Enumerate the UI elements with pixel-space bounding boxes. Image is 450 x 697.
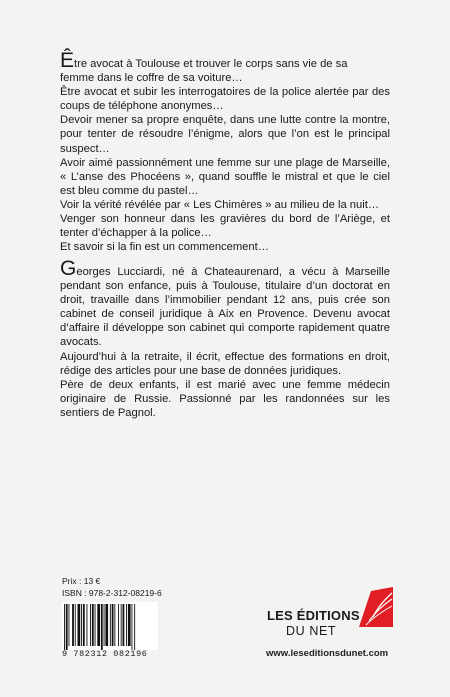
- publisher-name-line-2: DU NET: [286, 624, 337, 638]
- bio-paragraph-2: Aujourd’hui à la retraite, il écrit, effectue des formations en droit, rédige des articles pour une base de données juridiques.: [60, 350, 390, 377]
- synopsis-line-2: femme dans le coffre de sa voiture…: [60, 72, 243, 85]
- publisher-url: www.leseditionsdunet.com: [266, 648, 389, 659]
- barcode-bar: [83, 604, 85, 646]
- barcode-bar: [64, 604, 65, 650]
- bio-line-1: eorges Lucciardi, né à Chateaurenard, a vécu à Marseille: [76, 266, 390, 278]
- barcode-bar: [123, 604, 125, 646]
- publisher-name-line-1: LES ÉDITIONS: [267, 608, 360, 623]
- author-bio: [60, 257, 390, 420]
- barcode-bar: [114, 604, 115, 646]
- barcode-bar: [81, 604, 82, 646]
- barcode-bar: [92, 604, 94, 646]
- bio-paragraph-1: [60, 257, 390, 350]
- barcode-bar: [101, 604, 103, 650]
- barcode-bar: [72, 604, 74, 646]
- publisher-logo-icon: [359, 587, 395, 627]
- barcode-bar: [132, 604, 133, 650]
- barcode-bar: [112, 604, 114, 646]
- synopsis-paragraph-3: Devoir mener sa propre enquête, dans une lutte contre la montre, pour tenter de résoudre l’énigme, alors que l’on est le principal suspect…: [60, 114, 390, 155]
- bio-dropcap: G: [60, 257, 77, 280]
- synopsis-paragraph-4: Avoir aimé passionnément une femme sur une plage de Marseille, « L’anse des Phocéens », quand souffle le mistral et que le ciel est bleu comme du pastel…: [60, 156, 390, 197]
- barcode-bar: [126, 604, 127, 646]
- price-label: Prix : 13 €: [62, 576, 101, 586]
- barcode-bar: [69, 604, 70, 646]
- bio-paragraph-1-rest: pendant son enfance, puis à Toulouse, titulaire d’un doctorat en droit, travaille dans l’immobilier pendant 12 ans, puis crée son cabinet de conseil juridique à Aix en Provence. Devenu avocat d’affaire il développe son cabinet qui comporte rapidement quatre avocats.: [60, 280, 390, 349]
- synopsis-paragraph-1: [60, 49, 390, 85]
- synopsis-paragraph-7: Et savoir si la fin est un commencement…: [60, 241, 269, 254]
- bio-paragraph-3: Père de deux enfants, il est marié avec une femme médecin originaire de Russie. Passionné par les randonnées sur les sentiers de Pagnol.: [60, 378, 390, 419]
- barcode-bar: [78, 604, 81, 646]
- synopsis-line-1: tre avocat à Toulouse et trouver le corps sans vie de sa: [74, 58, 348, 70]
- barcode-bar: [104, 604, 105, 646]
- barcode-bar: [105, 604, 108, 646]
- barcode-bar: [90, 604, 91, 646]
- synopsis-paragraph-6: Venger son honneur dans les gravières du bord de l’Ariège, et tenter d’échapper à la police…: [60, 213, 390, 240]
- synopsis-dropcap: Ê: [60, 49, 75, 72]
- barcode-image: [62, 602, 158, 650]
- barcode-number: 9 782312 082196: [62, 649, 148, 659]
- barcode-bar: [128, 604, 131, 646]
- synopsis-paragraph-2: Être avocat et subir les interrogatoires de la police alertée par des coups de téléphone anonymes…: [60, 86, 390, 113]
- barcode-bar: [95, 604, 96, 646]
- barcode-bar: [87, 604, 88, 646]
- barcode-bar: [75, 604, 76, 646]
- barcode-bar: [97, 604, 100, 646]
- isbn-label: ISBN : 978-2-312-08219-6: [62, 588, 162, 598]
- barcode-bar: [66, 604, 68, 650]
- synopsis-paragraph-5: Voir la vérité révélée par « Les Chimères » au milieu de la nuit…: [60, 198, 380, 211]
- synopsis: [60, 49, 390, 254]
- barcode-bar: [118, 604, 119, 646]
- barcode-bar: [110, 604, 111, 646]
- barcode-bar: [134, 604, 135, 650]
- barcode-bar: [121, 604, 122, 646]
